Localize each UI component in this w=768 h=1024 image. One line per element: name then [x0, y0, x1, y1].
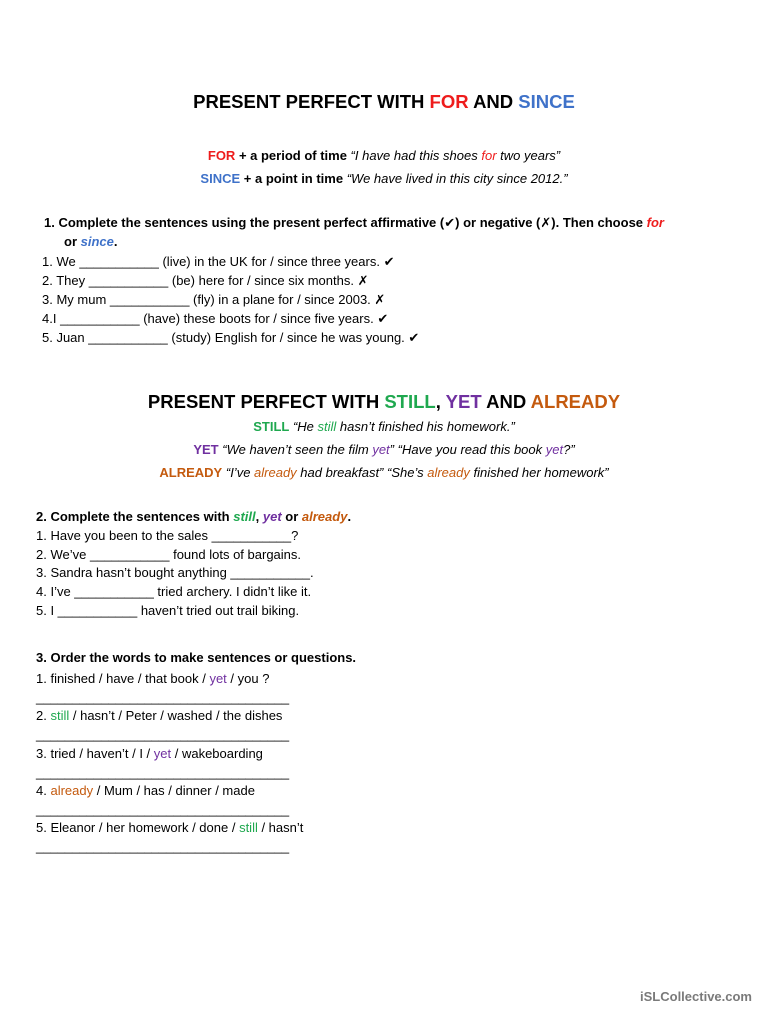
- cross-icon: ✗: [540, 215, 552, 230]
- exercise-3-item: 4. already / Mum / has / dinner / made: [36, 783, 255, 798]
- tick-icon: ✔: [444, 215, 456, 230]
- exercise-3-item: 2. still / hasn’t / Peter / washed / the dishes: [36, 708, 283, 723]
- exercise-2-instructions: 2. Complete the sentences with still, yet or already.: [36, 509, 352, 524]
- rule-still: STILL “He still hasn’t finished his homework.”: [253, 419, 515, 434]
- exercise-1-instructions-cont: or since.: [64, 234, 118, 249]
- answer-line: ___________________________________: [36, 765, 290, 780]
- title-for-since: PRESENT PERFECT WITH FOR AND SINCE: [193, 91, 575, 112]
- tick-icon: ✔: [408, 330, 420, 345]
- exercise-3-item: 1. finished / have / that book / yet / you ?: [36, 671, 270, 686]
- rule-since: SINCE + a point in time “We have lived in this city since 2012.”: [200, 171, 568, 186]
- exercise-1-item: 2. They ___________ (be) here for / since six months. ✗: [42, 273, 369, 288]
- answer-line: ___________________________________: [36, 690, 290, 705]
- cross-icon: ✗: [374, 292, 386, 307]
- answer-line: ___________________________________: [36, 802, 290, 817]
- exercise-3-instructions: 3. Order the words to make sentences or questions.: [36, 650, 357, 665]
- title-still-yet-already: PRESENT PERFECT WITH STILL, YET AND ALREADY: [147, 391, 621, 412]
- exercise-1-item: 5. Juan ___________ (study) English for / since he was young. ✔: [42, 330, 420, 345]
- answer-line: ___________________________________: [36, 727, 290, 742]
- exercise-2-item: 4. I’ve ___________ tried archery. I didn’t like it.: [36, 584, 312, 599]
- rule-already: ALREADY “I’ve already had breakfast” “She’s already finished her homework”: [159, 465, 609, 480]
- tick-icon: ✔: [383, 254, 395, 269]
- tick-icon: ✔: [377, 311, 389, 326]
- cross-icon: ✗: [357, 273, 369, 288]
- exercise-2-item: 3. Sandra hasn’t bought anything ___________.: [36, 565, 314, 580]
- exercise-3-item: 3. tried / haven’t / I / yet / wakeboarding: [36, 746, 263, 761]
- exercise-1-item: 3. My mum ___________ (fly) in a plane for / since 2003. ✗: [42, 292, 386, 307]
- exercise-1-instructions: 1. Complete the sentences using the present perfect affirmative (✔) or negative (✗). Then choose for: [44, 215, 664, 230]
- exercise-1-item: 1. We ___________ (live) in the UK for / since three years. ✔: [42, 254, 395, 269]
- exercise-2-item: 1. Have you been to the sales ___________?: [36, 528, 299, 543]
- exercise-2-item: 2. We’ve ___________ found lots of bargains.: [36, 547, 302, 562]
- rule-yet: YET “We haven’t seen the film yet” “Have you read this book yet?”: [193, 442, 575, 457]
- exercise-2-item: 5. I ___________ haven’t tried out trail biking.: [36, 603, 300, 618]
- exercise-3-item: 5. Eleanor / her homework / done / still / hasn’t: [36, 820, 304, 835]
- answer-line: ___________________________________: [36, 839, 290, 854]
- site-watermark: iSLCollective.com: [640, 989, 752, 1004]
- rule-for: FOR + a period of time “I have had this shoes for two years”: [207, 148, 561, 163]
- exercise-1-item: 4.I ___________ (have) these boots for / since five years. ✔: [42, 311, 389, 326]
